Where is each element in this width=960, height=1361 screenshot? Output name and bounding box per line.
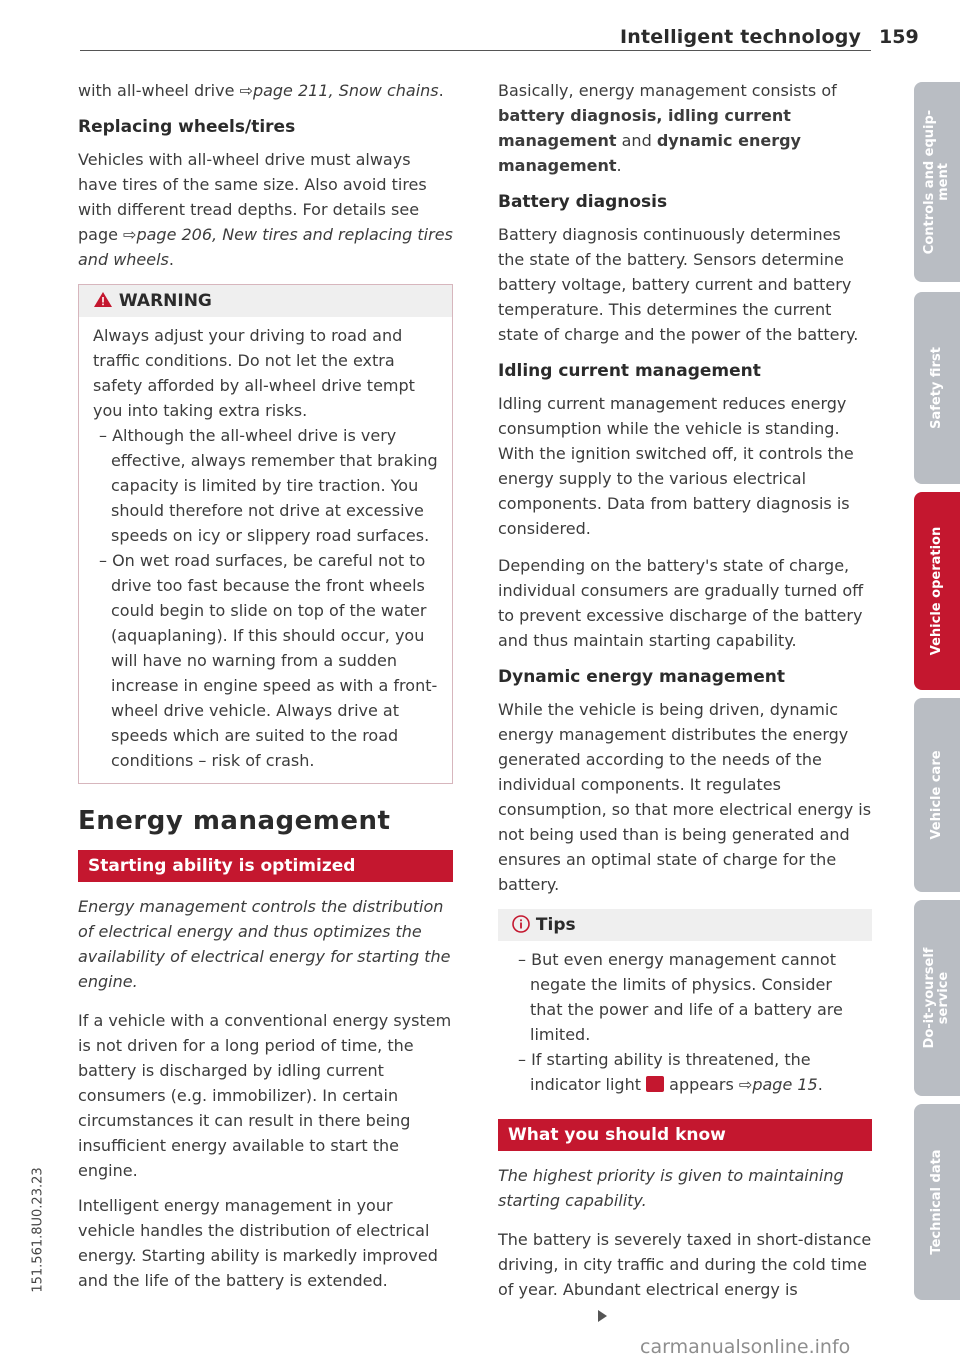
basic-bold-1: battery diagnosis	[498, 106, 657, 125]
new-tires-link[interactable]: page 206, New tires and replacing tires and wheels	[78, 225, 453, 269]
intro-paragraph	[78, 78, 453, 103]
left-column	[78, 78, 453, 1293]
tips-item-text: – If starting ability is threatened, the indicator light	[518, 1050, 811, 1094]
tab-vehicle-operation[interactable]	[914, 492, 960, 690]
page-15-link[interactable]: page 15	[752, 1075, 818, 1094]
tab-label	[914, 492, 960, 690]
tab-label	[914, 1104, 960, 1300]
energy-paragraph-1: If a vehicle with a conventional energy system is not driven for a long period of time, the battery is discharged by idling current consumers (e.g. immobilizer). In certain circumstances it can result in there being insufficient energy available to start the engine.	[78, 1011, 452, 1180]
basic-and: and	[616, 131, 657, 150]
dynamic-energy-heading: Dynamic energy management	[498, 667, 785, 687]
tips-item	[512, 1047, 858, 1097]
tab-label-text: Vehicle care	[929, 750, 944, 840]
basic-end: .	[616, 156, 622, 175]
know-intro	[498, 1163, 872, 1213]
warning-title: WARNING	[118, 291, 212, 311]
energy-management-heading: Energy management	[78, 806, 391, 836]
idling-current-text: Idling current management reduces energy consumption while the vehicle is standing. With the ignition switched off, it controls the energy supply to the various electrical components. Data from battery diagnosis is considered.	[498, 394, 854, 538]
continue-arrow-icon	[598, 1310, 607, 1322]
warning-item: – Although the all-wheel drive is very effective, always remember that braking capacity is limited by tire traction. You should therefore not drive at excessive speeds on icy or slippery road surfaces.	[99, 426, 438, 545]
idling-current-text-2: Depending on the battery's state of charge, individual consumers are gradually turned off to prevent excessive discharge of the battery and thus maintain starting capability.	[498, 556, 864, 650]
tips-item: – But even energy management cannot negate the limits of physics. Consider that the power and life of a battery are limited.	[518, 950, 843, 1044]
idling-current-heading: Idling current management	[498, 361, 761, 381]
warning-text: Always adjust your driving to road and traffic conditions. Do not let the extra safety afforded by all-wheel drive tempt you into taking extra risks.	[93, 326, 415, 420]
tab-label	[914, 900, 960, 1096]
tips-item-text-2: appears ⇨	[664, 1075, 753, 1094]
warning-header	[79, 285, 452, 317]
tab-label-text: Safety first	[929, 347, 944, 429]
basic-bold-3: dynamic energy management	[498, 131, 801, 175]
tab-label-text: Technical data	[929, 1149, 944, 1255]
tips-body	[498, 941, 872, 1101]
document-code-text: 151.561.8U0.23.23	[30, 1167, 46, 1293]
energy-paragraph-2: Intelligent energy management in your vehicle handles the distribution of electrical energy. Starting ability is markedly improved and the life of the battery is extended.	[78, 1196, 438, 1290]
basic-text: Basically, energy management consists of	[498, 81, 837, 100]
section-band-what-you-should-know: What you should know	[498, 1119, 872, 1151]
energy-intro	[78, 894, 453, 994]
replacing-paragraph	[78, 147, 453, 272]
warning-item: – On wet road surfaces, be careful not to drive too fast because the front wheels could begin to slide on top of the water (aquaplaning). If this should occur, you will have no warning from a sudden increase in engine speed as with a front-wheel drive vehicle. Always drive at speeds which are suited to the road conditions – risk of crash.	[99, 551, 438, 770]
energy-intro-text: Energy management controls the distribution of electrical energy and thus optimizes the availability of electrical energy for starting the engine.	[78, 897, 451, 991]
tab-safety-first[interactable]	[914, 292, 960, 484]
battery-indicator-icon	[646, 1076, 664, 1092]
know-paragraph	[498, 1227, 872, 1327]
basic-paragraph	[498, 78, 872, 178]
replacing-text: Vehicles with all-wheel drive must always have tires of the same size. Also avoid tires with different tread depths. For details see page ⇨	[78, 150, 427, 244]
tab-label-text: Controls and equip- ment	[922, 109, 951, 255]
warning-body	[79, 317, 452, 783]
warning-box	[78, 284, 453, 784]
battery-diagnosis-heading: Battery diagnosis	[498, 192, 668, 212]
watermark: carmanualsonline.info	[640, 1336, 851, 1358]
tab-controls-and-equipment[interactable]	[914, 82, 960, 282]
tips-item-end: .	[817, 1075, 823, 1094]
tab-do-it-yourself-service[interactable]	[914, 900, 960, 1096]
dynamic-energy-text: While the vehicle is being driven, dynamic energy management distributes the energy generated according to the needs of the individual components. It regulates consumption, so that more electrical energy is not being used than is being generated and ensures an optimal state of charge for the battery.	[498, 700, 872, 894]
section-band-starting-ability: Starting ability is optimized	[78, 850, 453, 882]
know-text: The battery is severely taxed in short-distance driving, in city traffic and during the cold time of year. Abundant electrical energy is	[498, 1230, 872, 1299]
warning-triangle-icon	[93, 291, 119, 311]
header-title: Intelligent technology	[620, 26, 862, 48]
tips-header	[498, 909, 872, 941]
snow-chains-link[interactable]: page 211, Snow chains	[252, 81, 439, 100]
replacing-heading: Replacing wheels/tires	[78, 117, 296, 137]
right-column	[498, 78, 872, 1327]
tab-vehicle-care[interactable]	[914, 698, 960, 892]
page-number: 159	[879, 26, 919, 48]
intro-end: .	[438, 81, 444, 100]
tab-label	[914, 698, 960, 892]
tab-technical-data[interactable]	[914, 1104, 960, 1300]
basic-bold-2: idling current management	[498, 106, 791, 150]
document-code	[26, 1167, 50, 1293]
intro-text: with all-wheel drive ⇨	[78, 81, 253, 100]
header-rule	[80, 50, 871, 51]
tips-title: Tips	[535, 915, 576, 935]
tab-label-text: Vehicle operation	[929, 526, 944, 656]
info-icon	[512, 915, 536, 935]
tab-label	[914, 82, 960, 282]
tab-label-text: Do-it-yourself service	[922, 947, 951, 1049]
tab-label	[914, 292, 960, 484]
know-intro-text: The highest priority is given to maintaining starting capability.	[498, 1166, 844, 1210]
tips-box	[498, 909, 872, 1101]
basic-sep: ,	[656, 106, 669, 125]
replacing-end: .	[168, 250, 174, 269]
battery-diagnosis-text: Battery diagnosis continuously determines the state of the battery. Sensors determine battery voltage, battery current and battery temperature. This determines the current state of charge and the power of the battery.	[498, 225, 859, 344]
